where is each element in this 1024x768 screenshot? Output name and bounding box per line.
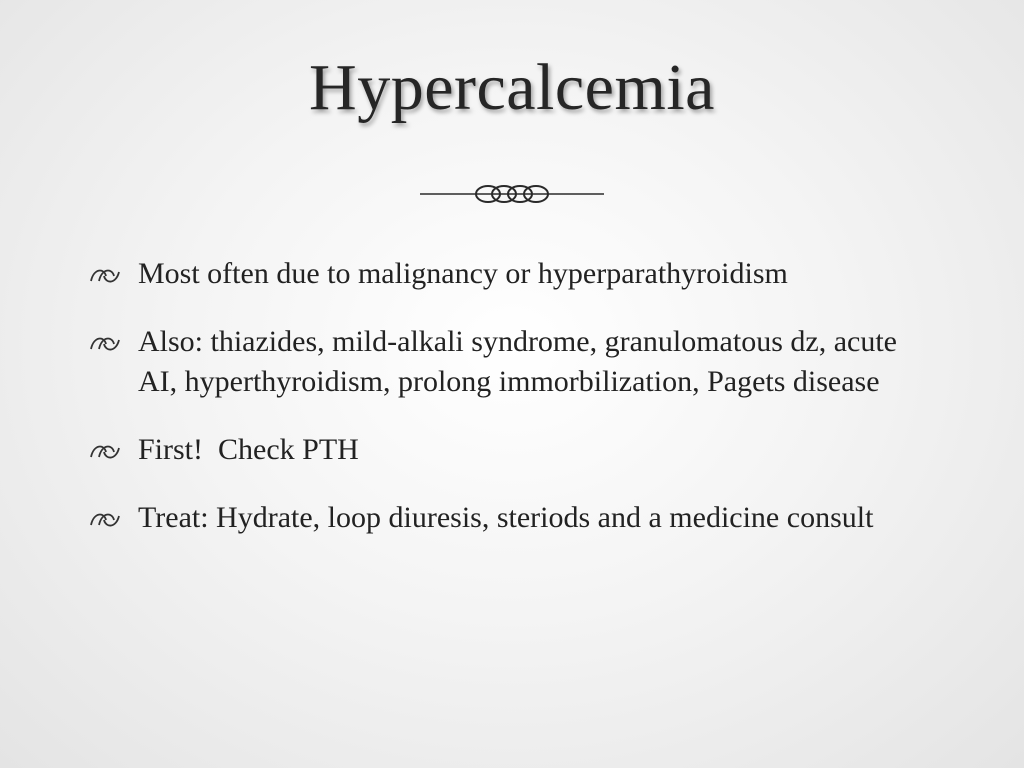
bullet-list bbox=[88, 254, 938, 566]
linked-rings-bullet-icon bbox=[88, 264, 122, 286]
bullet-text: Treat: Hydrate, loop diuresis, steriods and a medicine consult bbox=[138, 501, 874, 534]
bullet-item bbox=[88, 322, 938, 402]
slide-title: Hypercalcemia bbox=[309, 51, 715, 124]
linked-rings-bullet-icon bbox=[88, 332, 122, 354]
linked-rings-bullet-icon bbox=[88, 508, 122, 530]
bullet-item bbox=[88, 254, 938, 294]
bullet-text: Most often due to malignancy or hyperparathyroidism bbox=[138, 257, 788, 290]
bullet-text: First! Check PTH bbox=[138, 433, 359, 466]
bullet-text: Also: thiazides, mild-alkali syndrome, granulomatous dz, acute AI, hyperthyroidism, prolong immorbilization, Pagets disease bbox=[138, 325, 897, 398]
bullet-item bbox=[88, 430, 938, 470]
ornamental-divider-icon bbox=[420, 178, 604, 210]
linked-rings-bullet-icon bbox=[88, 440, 122, 462]
bullet-item bbox=[88, 498, 938, 538]
